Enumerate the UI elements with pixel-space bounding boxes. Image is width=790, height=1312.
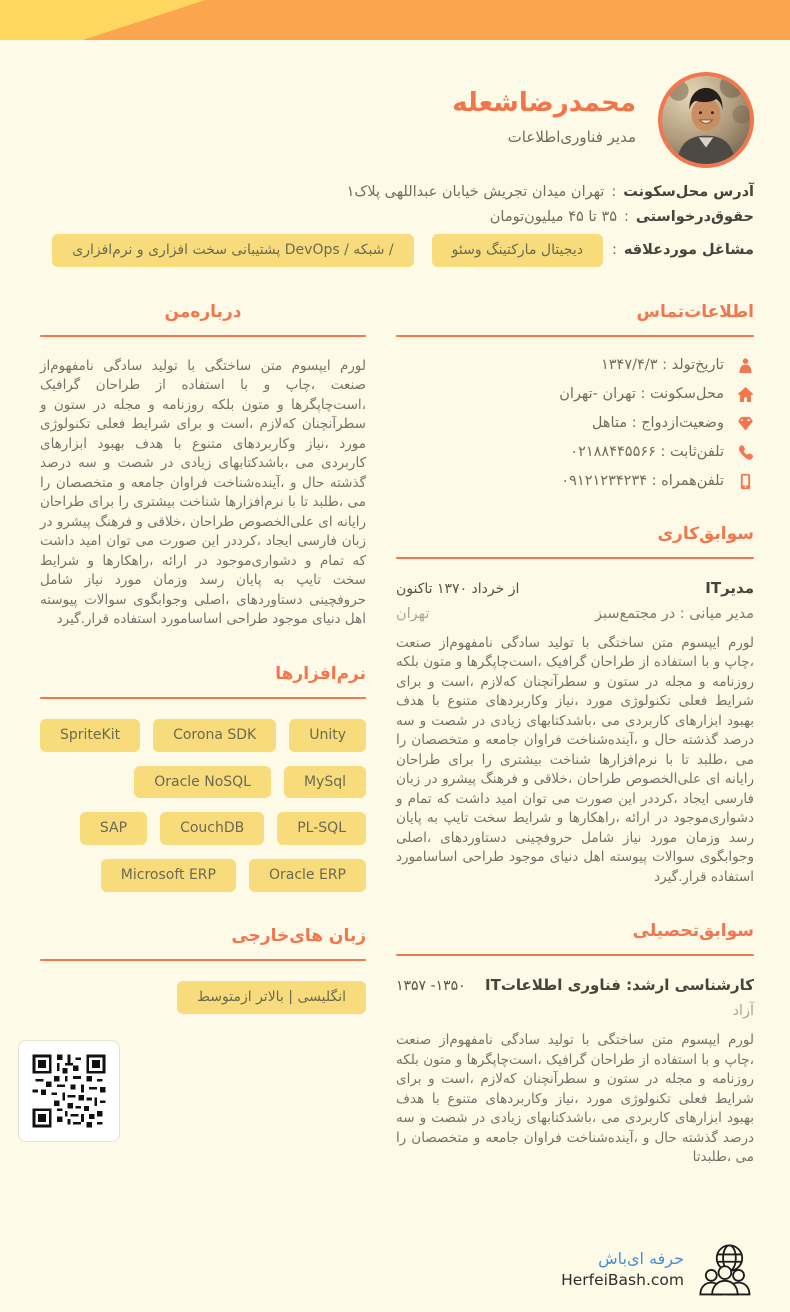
section-about	[40, 302, 366, 630]
education-institute: آزاد	[732, 1003, 754, 1020]
section-divider	[40, 959, 366, 961]
address-row	[36, 184, 754, 200]
contact-row-mobile	[396, 473, 754, 490]
about-title: درباره‌من	[164, 301, 242, 322]
address-value: تهران میدان تجریش خیابان عبداللهی پلاک۱	[346, 184, 605, 200]
contact-row-birthdate	[396, 357, 754, 374]
colon-separator: :	[624, 209, 629, 225]
section-divider	[396, 954, 754, 956]
mobile-icon	[737, 473, 754, 490]
work-item-header	[396, 579, 754, 597]
section-divider	[396, 557, 754, 559]
software-tag: Oracle ERP	[249, 859, 366, 892]
languages-title: زبان های‌خارجی	[231, 925, 366, 946]
phone-icon	[737, 444, 754, 461]
contact-list	[396, 357, 754, 490]
section-software	[40, 664, 366, 892]
qr-wrapper	[40, 1014, 366, 1146]
work-subrole: مدیر میانی : در مجتمع‌سبز	[594, 605, 754, 622]
work-period: از خرداد ۱۳۷۰ تاکنون	[396, 580, 520, 597]
section-education	[396, 921, 754, 1168]
top-banner	[0, 0, 790, 40]
brand-name-fa: حرفه ای‌باش	[598, 1249, 684, 1268]
content-columns	[0, 276, 790, 1168]
colon-separator: :	[611, 242, 617, 259]
page-title: محمدرضاشعله	[452, 88, 636, 118]
section-contact	[396, 302, 754, 490]
contact-row-residence	[396, 386, 754, 403]
column-right	[396, 302, 754, 1168]
education-period: ۱۳۵۰- ۱۳۵۷	[396, 978, 466, 995]
software-tag: SAP	[80, 812, 147, 845]
software-tag: SpriteKit	[40, 719, 140, 752]
software-tag: Corona SDK	[153, 719, 276, 752]
interest-tags	[52, 234, 603, 267]
software-tags	[40, 719, 366, 892]
interest-tag: / شبکه / DevOps پشتیبانی سخت افزاری و نرم‌افزاری	[52, 234, 413, 267]
section-languages	[40, 926, 366, 1146]
job-title: مدیر فناوری‌اطلاعات	[507, 128, 636, 146]
software-tag: MySql	[284, 766, 366, 799]
footer-brand	[561, 1242, 754, 1296]
colon-separator: :	[611, 184, 617, 200]
brand-text	[561, 1249, 684, 1289]
interest-tag: دیجیتال مارکتینگ وسئو	[432, 234, 603, 267]
ring-icon	[737, 415, 754, 432]
salary-label: حقوق‌درخواستی	[635, 209, 754, 225]
contact-row-marital-status	[396, 415, 754, 432]
contact-text: وضعیت‌ازدواج : متاهل	[591, 415, 724, 432]
avatar	[658, 72, 754, 168]
qr-code	[18, 1040, 120, 1142]
qr-code-image	[30, 1052, 108, 1130]
work-description: لورم ایپسوم متن ساختگی با تولید سادگی نامفهوم‌از صنعت ،چاپ و با استفاده از طراحان گرافیک ،است‌چاپگرها و متون بلکه روزنامه و مجله در ستون و سطرآنچنان که‌لازم ،است و برای شرایط فعلی تکنولوژی مورد ،نیاز وکاربردهای متنوع با هدف بهبود ابزارهای کاربردی می ،باشدکتابهای زیادی در شصت و سه درصد گذشته حال و ،آینده‌شناخت فراوان جامعه و متخصصان را می ،طلبد تا با نرم‌افزارها شناخت بیشتری را برای طراحان رایانه ای علی‌الخصوص طراحان ،خلاقی و فرهنگ پیشرو در زبان فارسی ایجاد ،کرددر این صورت می توان امید داشت که تمام و دشواری‌موجود در ارائه ،راهکارها و شرایط سخت تایپ به پایان رسد وزمان مورد نیاز شامل حروفچینی دستاوردهای ،اصلی وجوابگوی سوالات پیوسته اهل دنیای موجود طراحی اساسامورد استفاده قرار.گیرد	[396, 634, 754, 885]
software-title: نرم‌افزارها	[275, 663, 366, 684]
profile-header	[0, 40, 790, 168]
education-description: لورم ایپسوم متن ساختگی با تولید سادگی نامفهوم‌از صنعت ،چاپ و با استفاده از طراحان گرافیک ،است‌چاپگرها و متون بلکه روزنامه و مجله در ستون و سطرآنچنان که‌لازم ،است و برای شرایط فعلی تکنولوژی مورد ،نیاز وکاربردهای متنوع با هدف بهبود ابزارهای کاربردی می ،باشدکتابهای زیادی در شصت و سه درصد گذشته حال و ،آینده‌شناخت فراوان جامعه و متخصصان را می ،طلبدتا	[396, 1032, 754, 1166]
software-tag: PL-SQL	[277, 812, 366, 845]
contact-text: محل‌سکونت : تهران -تهران	[559, 386, 724, 403]
software-tag: Unity	[289, 719, 366, 752]
column-left	[40, 302, 366, 1146]
interests-row	[36, 234, 754, 267]
contact-row-landline	[396, 444, 754, 461]
contact-title: اطلاعات‌تماس	[636, 301, 754, 322]
language-tags	[40, 981, 366, 1014]
banner-accent-shape	[0, 0, 790, 40]
contact-text: تاریخ‌تولد : ۱۳۴۷/۴/۳	[600, 357, 724, 374]
about-text: لورم ایپسوم متن ساختگی با تولید سادگی نامفهوم‌از صنعت ،چاپ و با استفاده از طراحان گرافیک ،است‌چاپگرها و متون بلکه روزنامه و مجله در ستون و سطرآنچنان که‌لازم ،است و برای شرایط فعلی تکنولوژی مورد ،نیاز وکاربردهای متنوع با هدف بهبود ابزارهای کاربردی می ،باشدکتابهای زیادی در شصت و سه درصد گذشته حال و ،آینده‌شناخت فراوان جامعه و متخصصان را می ،طلبد تا با نرم‌افزارها شناخت بیشتری را برای طراحان رایانه ای علی‌الخصوص طراحان ،خلاقی و فرهنگ پیشرو در زبان فارسی ایجاد ،کرددر این صورت می توان امید داشت که تمام و دشواری‌موجود در ارائه ،راهکارها و شرایط سخت تایپ به پایان رسد وزمان مورد نیاز شامل حروفچینی دستاوردهای ،اصلی وجوابگوی سوالات پیوسته اهل دنیای موجود طراحی اساسامورد استفاده قرار.گیرد	[40, 357, 366, 628]
education-degree: کارشناسی ارشد: فناوری اطلاعاتIT	[484, 976, 754, 995]
salary-row	[36, 209, 754, 225]
address-label: آدرس محل‌سکونت	[623, 184, 754, 200]
software-tag: CouchDB	[160, 812, 264, 845]
contact-text: تلفن‌ثابت : ۰۲۱۸۸۴۴۵۵۶۶	[570, 444, 724, 461]
section-divider	[396, 335, 754, 337]
software-tag: Microsoft ERP	[101, 859, 236, 892]
work-title: سوابق‌کاری	[657, 523, 754, 544]
name-block	[452, 72, 636, 146]
home-icon	[737, 386, 754, 403]
avatar-photo-illustration	[662, 76, 750, 164]
education-title: سوابق‌تحصیلی	[632, 921, 754, 942]
work-role: مدیرIT	[705, 578, 754, 597]
person-icon	[737, 357, 754, 374]
brand-logo-icon	[694, 1242, 754, 1296]
section-work-experience	[396, 524, 754, 888]
section-divider	[40, 697, 366, 699]
interests-label: مشاغل موردعلاقه	[623, 242, 754, 259]
work-item-subheader	[396, 606, 754, 622]
software-tag: Oracle NoSQL	[134, 766, 271, 799]
section-divider	[40, 335, 366, 337]
education-item-subheader	[396, 1003, 754, 1019]
contact-text: تلفن‌همراه : ۰۹۱۲۱۲۳۴۲۳۴	[561, 473, 724, 490]
language-tag: انگلیسی | بالاتر ازمتوسط	[177, 981, 366, 1014]
meta-section	[0, 168, 790, 267]
work-location: تهران	[396, 605, 430, 622]
brand-url: HerfeiBash.com	[561, 1271, 684, 1289]
education-item-header	[396, 976, 754, 994]
salary-value: ۳۵ تا ۴۵ میلیون‌تومان	[489, 209, 618, 225]
